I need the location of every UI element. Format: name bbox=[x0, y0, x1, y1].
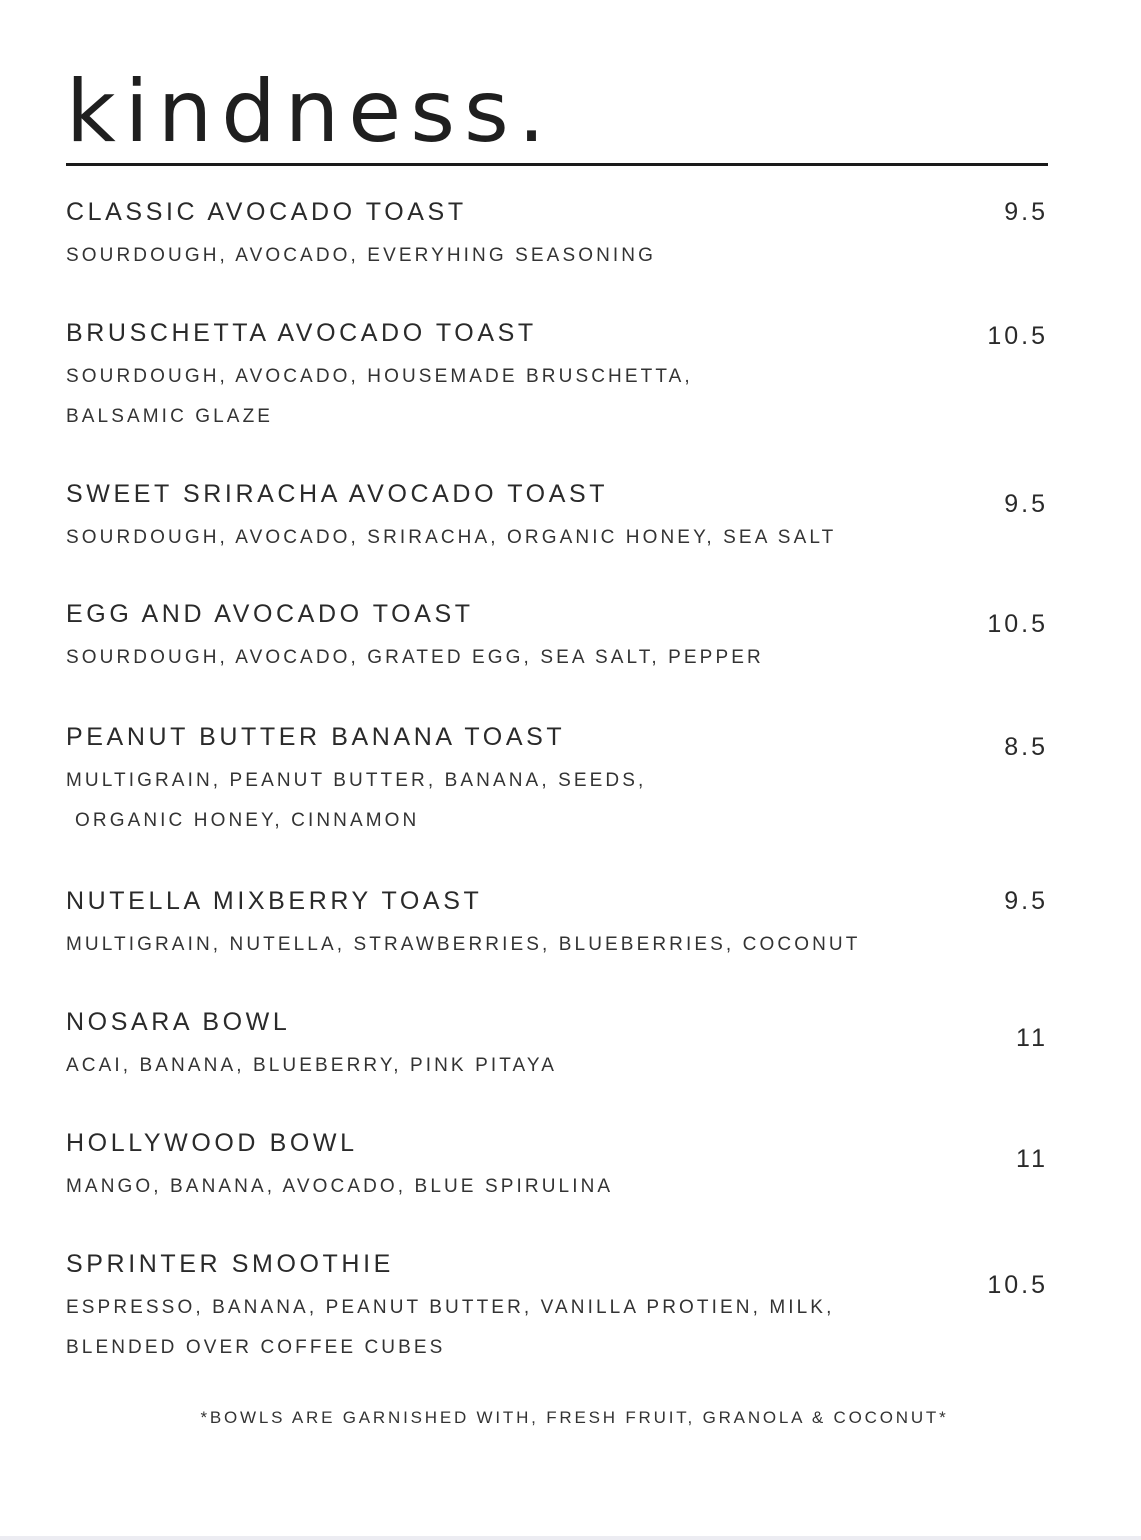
item-price: 10.5 bbox=[987, 1271, 1048, 1299]
item-description-line: ORGANIC HONEY, CINNAMON bbox=[75, 810, 420, 831]
item-description bbox=[66, 1288, 834, 1368]
item-name: EGG AND AVOCADO TOAST bbox=[66, 600, 474, 628]
item-price: 10.5 bbox=[987, 322, 1048, 350]
item-name: BRUSCHETTA AVOCADO TOAST bbox=[66, 319, 537, 347]
item-price: 9.5 bbox=[1004, 490, 1048, 518]
item-price: 11 bbox=[1016, 1145, 1048, 1173]
item-name: SPRINTER SMOOTHIE bbox=[66, 1250, 394, 1278]
item-description bbox=[66, 518, 836, 558]
item-name: SWEET SRIRACHA AVOCADO TOAST bbox=[66, 480, 609, 508]
item-description-line: MULTIGRAIN, PEANUT BUTTER, BANANA, SEEDS, bbox=[66, 770, 647, 791]
item-description-line: SOURDOUGH, AVOCADO, SRIRACHA, ORGANIC HONEY, SEA SALT bbox=[66, 527, 837, 548]
item-description-line: BALSAMIC GLAZE bbox=[66, 406, 274, 427]
item-price: 11 bbox=[1016, 1024, 1048, 1052]
item-description bbox=[66, 638, 764, 678]
item-price: 9.5 bbox=[1004, 198, 1048, 226]
item-name: NUTELLA MIXBERRY TOAST bbox=[66, 887, 483, 915]
item-description-line: SOURDOUGH, AVOCADO, EVERYHING SEASONING bbox=[66, 245, 657, 266]
item-description bbox=[66, 1046, 557, 1086]
item-description-line: MANGO, BANANA, AVOCADO, BLUE SPIRULINA bbox=[66, 1176, 614, 1197]
item-description bbox=[66, 761, 646, 841]
item-name: HOLLYWOOD BOWL bbox=[66, 1129, 358, 1157]
item-price: 10.5 bbox=[987, 610, 1048, 638]
menu-title: kindness. bbox=[66, 62, 555, 162]
item-name: NOSARA BOWL bbox=[66, 1008, 291, 1036]
item-description bbox=[66, 925, 860, 965]
item-description-line: SOURDOUGH, AVOCADO, HOUSEMADE BRUSCHETTA, bbox=[66, 366, 693, 387]
item-description-line: SOURDOUGH, AVOCADO, GRATED EGG, SEA SALT, PEPPER bbox=[66, 647, 764, 668]
item-description-line: ESPRESSO, BANANA, PEANUT BUTTER, VANILLA PROTIEN, MILK, bbox=[66, 1297, 835, 1318]
item-description-line: MULTIGRAIN, NUTELLA, STRAWBERRIES, BLUEBERRIES, COCONUT bbox=[66, 934, 861, 955]
item-description-line: ACAI, BANANA, BLUEBERRY, PINK PITAYA bbox=[66, 1055, 558, 1076]
item-price: 9.5 bbox=[1004, 887, 1048, 915]
bowls-footnote: *BOWLS ARE GARNISHED WITH, FRESH FRUIT, GRANOLA & COCONUT* bbox=[200, 1408, 949, 1427]
item-price: 8.5 bbox=[1004, 733, 1048, 761]
page-bottom-edge bbox=[0, 1536, 1141, 1540]
item-description bbox=[66, 357, 693, 437]
title-divider bbox=[66, 163, 1048, 166]
item-description bbox=[66, 1167, 613, 1207]
item-description bbox=[66, 236, 656, 276]
item-description-line: BLENDED OVER COFFEE CUBES bbox=[66, 1337, 446, 1358]
item-name: CLASSIC AVOCADO TOAST bbox=[66, 198, 467, 226]
item-name: PEANUT BUTTER BANANA TOAST bbox=[66, 723, 566, 751]
